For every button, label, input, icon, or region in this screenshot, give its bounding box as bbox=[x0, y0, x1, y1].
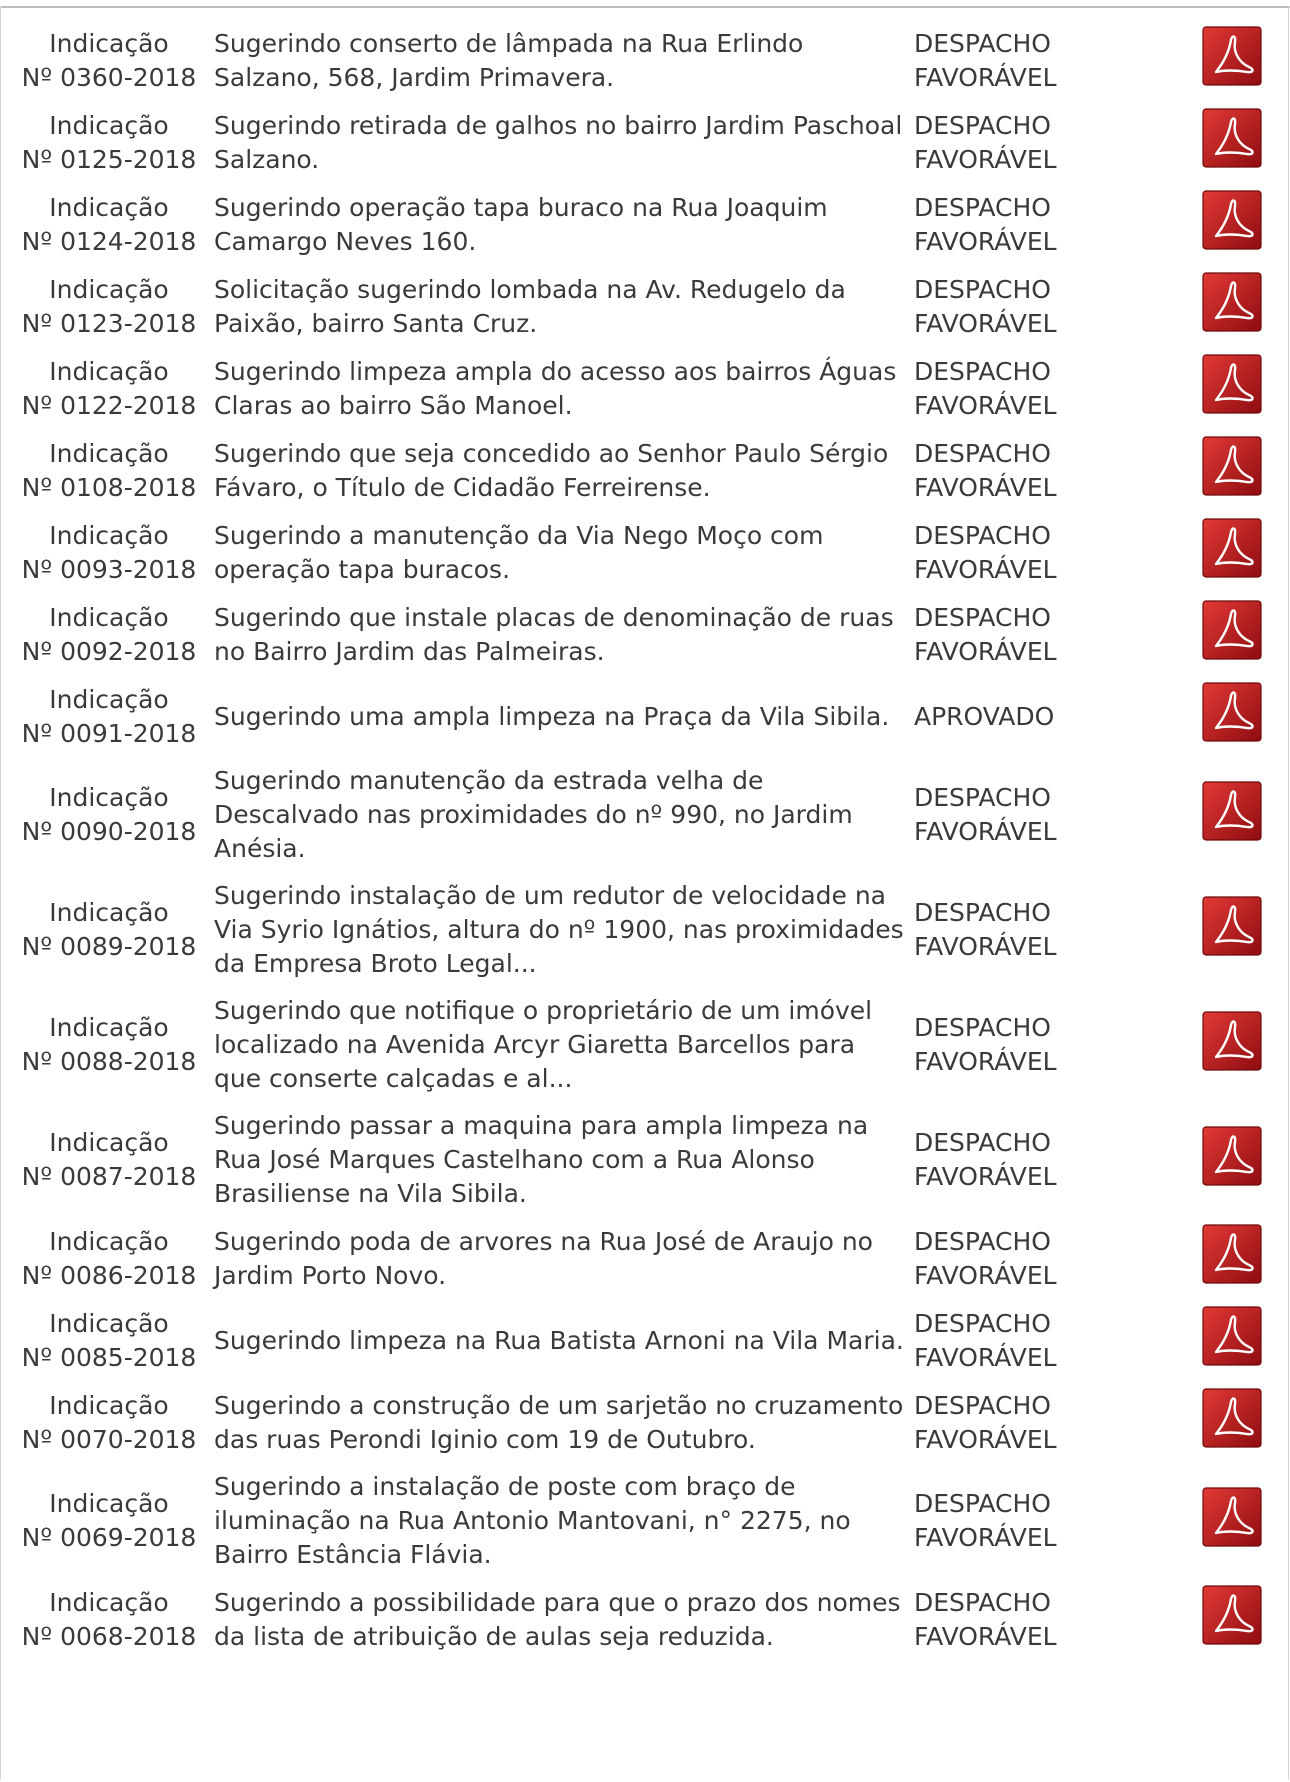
pdf-icon bbox=[1202, 682, 1262, 742]
pdf-icon bbox=[1202, 436, 1262, 496]
document-id-cell bbox=[8, 350, 210, 432]
pdf-icon bbox=[1202, 108, 1262, 168]
pdf-cell bbox=[1178, 22, 1286, 104]
document-description: Sugerindo conserto de lâmpada na Rua Erlindo Salzano, 568, Jardim Primavera. bbox=[214, 28, 804, 92]
pdf-download-link[interactable] bbox=[1202, 272, 1262, 332]
status-line: FAVORÁVEL bbox=[914, 1162, 1057, 1191]
document-id-cell bbox=[8, 1105, 210, 1220]
table-row bbox=[8, 1581, 1286, 1663]
pdf-icon bbox=[1202, 1126, 1262, 1186]
document-number: Nº 0125-2018 bbox=[21, 144, 197, 174]
pdf-cell bbox=[1178, 1220, 1286, 1302]
table-row bbox=[8, 1220, 1286, 1302]
status-line: DESPACHO bbox=[914, 602, 1051, 632]
pdf-cell bbox=[1178, 1384, 1286, 1466]
table-row bbox=[8, 1105, 1286, 1220]
status-line: DESPACHO bbox=[914, 110, 1051, 140]
pdf-cell bbox=[1178, 678, 1286, 760]
pdf-icon bbox=[1202, 600, 1262, 660]
document-status bbox=[910, 186, 1178, 268]
status-line: DESPACHO bbox=[914, 520, 1051, 550]
status-line: DESPACHO bbox=[914, 1587, 1051, 1617]
document-type: Indicação bbox=[49, 1390, 169, 1420]
pdf-download-link[interactable] bbox=[1202, 1585, 1262, 1645]
document-number: Nº 0090-2018 bbox=[21, 817, 197, 846]
document-type: Indicação bbox=[49, 1013, 169, 1042]
document-description: Sugerindo passar a maquina para ampla limpeza na Rua José Marques Castelhano com a Rua Alonso Brasiliense na Vila Sibila. bbox=[214, 1111, 869, 1208]
document-description: Sugerindo poda de arvores na Rua José de Araujo no Jardim Porto Novo. bbox=[214, 1226, 873, 1290]
document-number: Nº 0085-2018 bbox=[21, 1342, 197, 1372]
document-number: Nº 0091-2018 bbox=[21, 718, 197, 748]
document-number: Nº 0093-2018 bbox=[21, 554, 197, 584]
document-number: Nº 0108-2018 bbox=[21, 472, 197, 502]
table-row bbox=[8, 350, 1286, 432]
document-id-cell bbox=[8, 514, 210, 596]
table-row bbox=[8, 22, 1286, 104]
frame-border-left bbox=[0, 6, 1, 1780]
document-number: Nº 0087-2018 bbox=[21, 1162, 197, 1191]
document-type: Indicação bbox=[49, 274, 169, 304]
document-status bbox=[910, 432, 1178, 514]
pdf-download-link[interactable] bbox=[1202, 1126, 1262, 1186]
status-line: DESPACHO bbox=[914, 356, 1051, 386]
document-number: Nº 0089-2018 bbox=[21, 932, 197, 961]
document-description: Sugerindo que notifique o proprietário de um imóvel localizado na Avenida Arcyr Giaretta Barcellos para que conserte calçadas e al... bbox=[214, 996, 873, 1093]
document-id-cell bbox=[8, 432, 210, 514]
pdf-download-link[interactable] bbox=[1202, 190, 1262, 250]
document-id-cell bbox=[8, 1466, 210, 1581]
pdf-cell bbox=[1178, 1105, 1286, 1220]
document-description: Sugerindo a instalação de poste com braço de iluminação na Rua Antonio Mantovani, n° 2275, no Bairro Estância Flávia. bbox=[214, 1472, 851, 1569]
document-type: Indicação bbox=[49, 783, 169, 812]
pdf-cell bbox=[1178, 1466, 1286, 1581]
status-line: DESPACHO bbox=[914, 1226, 1051, 1256]
document-type: Indicação bbox=[49, 898, 169, 927]
pdf-cell bbox=[1178, 596, 1286, 678]
table-row bbox=[8, 678, 1286, 760]
pdf-download-link[interactable] bbox=[1202, 108, 1262, 168]
pdf-icon bbox=[1202, 781, 1262, 841]
document-status bbox=[910, 875, 1178, 990]
document-type: Indicação bbox=[49, 356, 169, 386]
documents-table-body bbox=[8, 22, 1286, 1663]
status-line: DESPACHO bbox=[914, 274, 1051, 304]
document-number: Nº 0070-2018 bbox=[21, 1424, 197, 1454]
documents-table bbox=[8, 22, 1286, 1663]
table-row bbox=[8, 875, 1286, 990]
document-type: Indicação bbox=[49, 110, 169, 140]
pdf-icon bbox=[1202, 896, 1262, 956]
pdf-cell bbox=[1178, 104, 1286, 186]
status-line: FAVORÁVEL bbox=[914, 1523, 1057, 1552]
document-type: Indicação bbox=[49, 1489, 169, 1518]
document-description: Solicitação sugerindo lombada na Av. Redugelo da Paixão, bairro Santa Cruz. bbox=[214, 274, 846, 338]
document-id-cell bbox=[8, 990, 210, 1105]
document-id-cell bbox=[8, 760, 210, 875]
document-description: Sugerindo uma ampla limpeza na Praça da Vila Sibila. bbox=[214, 701, 890, 731]
document-description: Sugerindo a possibilidade para que o prazo dos nomes da lista de atribuição de aulas seja reduzida. bbox=[214, 1587, 901, 1651]
document-type: Indicação bbox=[49, 520, 169, 550]
status-line: FAVORÁVEL bbox=[914, 226, 1057, 256]
pdf-cell bbox=[1178, 350, 1286, 432]
table-row bbox=[8, 596, 1286, 678]
status-line: DESPACHO bbox=[914, 192, 1051, 222]
status-line: FAVORÁVEL bbox=[914, 472, 1057, 502]
status-line: DESPACHO bbox=[914, 1390, 1051, 1420]
table-row bbox=[8, 514, 1286, 596]
pdf-download-link[interactable] bbox=[1202, 354, 1262, 414]
document-type: Indicação bbox=[49, 1128, 169, 1157]
pdf-cell bbox=[1178, 990, 1286, 1105]
document-id-cell bbox=[8, 678, 210, 760]
document-id-cell bbox=[8, 186, 210, 268]
document-description: Sugerindo a construção de um sarjetão no cruzamento das ruas Perondi Iginio com 19 de Outubro. bbox=[214, 1390, 904, 1454]
pdf-icon bbox=[1202, 1388, 1262, 1448]
status-line: FAVORÁVEL bbox=[914, 636, 1057, 666]
document-number: Nº 0123-2018 bbox=[21, 308, 197, 338]
status-line: FAVORÁVEL bbox=[914, 1621, 1057, 1651]
pdf-download-link[interactable] bbox=[1202, 518, 1262, 578]
document-description: Sugerindo limpeza na Rua Batista Arnoni na Vila Maria. bbox=[214, 1325, 904, 1355]
pdf-icon bbox=[1202, 1224, 1262, 1284]
document-number: Nº 0124-2018 bbox=[21, 226, 197, 256]
table-row bbox=[8, 268, 1286, 350]
document-description: Sugerindo limpeza ampla do acesso aos bairros Águas Claras ao bairro São Manoel. bbox=[214, 356, 897, 420]
document-id-cell bbox=[8, 596, 210, 678]
document-id-cell bbox=[8, 1302, 210, 1384]
document-type: Indicação bbox=[49, 1308, 169, 1338]
table-row bbox=[8, 1302, 1286, 1384]
document-description: Sugerindo operação tapa buraco na Rua Joaquim Camargo Neves 160. bbox=[214, 192, 828, 256]
status-line: DESPACHO bbox=[914, 1308, 1051, 1338]
document-number: Nº 0092-2018 bbox=[21, 636, 197, 666]
table-row bbox=[8, 1384, 1286, 1466]
document-description: Sugerindo manutenção da estrada velha de Descalvado nas proximidades do nº 990, no Jardim Anésia. bbox=[214, 766, 853, 863]
status-line: DESPACHO bbox=[914, 783, 1051, 812]
document-status bbox=[910, 1220, 1178, 1302]
table-row bbox=[8, 760, 1286, 875]
document-number: Nº 0360-2018 bbox=[21, 62, 197, 92]
pdf-cell bbox=[1178, 514, 1286, 596]
document-type: Indicação bbox=[49, 192, 169, 222]
status-line: APROVADO bbox=[914, 701, 1055, 731]
status-line: FAVORÁVEL bbox=[914, 1424, 1057, 1454]
status-line: FAVORÁVEL bbox=[914, 144, 1057, 174]
status-line: FAVORÁVEL bbox=[914, 1342, 1057, 1372]
document-number: Nº 0068-2018 bbox=[21, 1621, 197, 1651]
document-status bbox=[910, 104, 1178, 186]
status-line: FAVORÁVEL bbox=[914, 1260, 1057, 1290]
status-line: FAVORÁVEL bbox=[914, 62, 1057, 92]
document-number: Nº 0122-2018 bbox=[21, 390, 197, 420]
pdf-download-link[interactable] bbox=[1202, 1224, 1262, 1284]
pdf-download-link[interactable] bbox=[1202, 1487, 1262, 1547]
pdf-icon bbox=[1202, 354, 1262, 414]
document-type: Indicação bbox=[49, 28, 169, 58]
pdf-cell bbox=[1178, 1581, 1286, 1663]
document-type: Indicação bbox=[49, 438, 169, 468]
document-status bbox=[910, 596, 1178, 678]
status-line: DESPACHO bbox=[914, 438, 1051, 468]
pdf-icon bbox=[1202, 518, 1262, 578]
status-line: FAVORÁVEL bbox=[914, 308, 1057, 338]
status-line: DESPACHO bbox=[914, 28, 1051, 58]
document-id-cell bbox=[8, 1581, 210, 1663]
document-type: Indicação bbox=[49, 684, 169, 714]
status-line: DESPACHO bbox=[914, 898, 1051, 927]
pdf-icon bbox=[1202, 190, 1262, 250]
pdf-cell bbox=[1178, 268, 1286, 350]
document-id-cell bbox=[8, 1384, 210, 1466]
document-status bbox=[910, 268, 1178, 350]
pdf-icon bbox=[1202, 1487, 1262, 1547]
document-type: Indicação bbox=[49, 602, 169, 632]
pdf-download-link[interactable] bbox=[1202, 781, 1262, 841]
document-number: Nº 0069-2018 bbox=[21, 1523, 197, 1552]
pdf-cell bbox=[1178, 875, 1286, 990]
document-description: Sugerindo retirada de galhos no bairro Jardim Paschoal Salzano. bbox=[214, 110, 903, 174]
document-status bbox=[910, 678, 1178, 760]
document-type: Indicação bbox=[49, 1226, 169, 1256]
pdf-download-link[interactable] bbox=[1202, 1306, 1262, 1366]
pdf-cell bbox=[1178, 1302, 1286, 1384]
document-status bbox=[910, 514, 1178, 596]
table-row bbox=[8, 990, 1286, 1105]
pdf-download-link[interactable] bbox=[1202, 436, 1262, 496]
pdf-cell bbox=[1178, 760, 1286, 875]
pdf-cell bbox=[1178, 432, 1286, 514]
status-line: FAVORÁVEL bbox=[914, 390, 1057, 420]
pdf-download-link[interactable] bbox=[1202, 896, 1262, 956]
pdf-icon bbox=[1202, 1585, 1262, 1645]
status-line: DESPACHO bbox=[914, 1013, 1051, 1042]
table-row bbox=[8, 186, 1286, 268]
table-row bbox=[8, 1466, 1286, 1581]
document-description: Sugerindo instalação de um redutor de velocidade na Via Syrio Ignátios, altura do nº 1900, nas proximidades da Empresa Broto Legal... bbox=[214, 881, 904, 978]
document-status bbox=[910, 1466, 1178, 1581]
pdf-download-link[interactable] bbox=[1202, 682, 1262, 742]
document-id-cell bbox=[8, 268, 210, 350]
table-row bbox=[8, 104, 1286, 186]
pdf-download-link[interactable] bbox=[1202, 26, 1262, 86]
document-description: Sugerindo a manutenção da Via Nego Moço com operação tapa buracos. bbox=[214, 520, 824, 584]
document-type: Indicação bbox=[49, 1587, 169, 1617]
document-description: Sugerindo que instale placas de denominação de ruas no Bairro Jardim das Palmeiras. bbox=[214, 602, 894, 666]
document-id-cell bbox=[8, 875, 210, 990]
frame-border-right bbox=[1288, 6, 1289, 1780]
pdf-icon bbox=[1202, 1306, 1262, 1366]
document-status bbox=[910, 1384, 1178, 1466]
pdf-icon bbox=[1202, 1011, 1262, 1071]
document-status bbox=[910, 1581, 1178, 1663]
pdf-cell bbox=[1178, 186, 1286, 268]
document-number: Nº 0086-2018 bbox=[21, 1260, 197, 1290]
status-line: FAVORÁVEL bbox=[914, 817, 1057, 846]
document-status bbox=[910, 22, 1178, 104]
document-status bbox=[910, 990, 1178, 1105]
document-id-cell bbox=[8, 1220, 210, 1302]
document-status bbox=[910, 1105, 1178, 1220]
pdf-download-link[interactable] bbox=[1202, 600, 1262, 660]
status-line: DESPACHO bbox=[914, 1128, 1051, 1157]
document-description: Sugerindo que seja concedido ao Senhor Paulo Sérgio Fávaro, o Título de Cidadão Ferreirense. bbox=[214, 438, 889, 502]
status-line: FAVORÁVEL bbox=[914, 554, 1057, 584]
status-line: FAVORÁVEL bbox=[914, 932, 1057, 961]
document-id-cell bbox=[8, 104, 210, 186]
table-row bbox=[8, 432, 1286, 514]
document-id-cell bbox=[8, 22, 210, 104]
document-number: Nº 0088-2018 bbox=[21, 1047, 197, 1076]
status-line: FAVORÁVEL bbox=[914, 1047, 1057, 1076]
document-status bbox=[910, 350, 1178, 432]
pdf-download-link[interactable] bbox=[1202, 1388, 1262, 1448]
pdf-download-link[interactable] bbox=[1202, 1011, 1262, 1071]
document-status bbox=[910, 760, 1178, 875]
document-status bbox=[910, 1302, 1178, 1384]
pdf-icon bbox=[1202, 272, 1262, 332]
pdf-icon bbox=[1202, 26, 1262, 86]
status-line: DESPACHO bbox=[914, 1489, 1051, 1518]
